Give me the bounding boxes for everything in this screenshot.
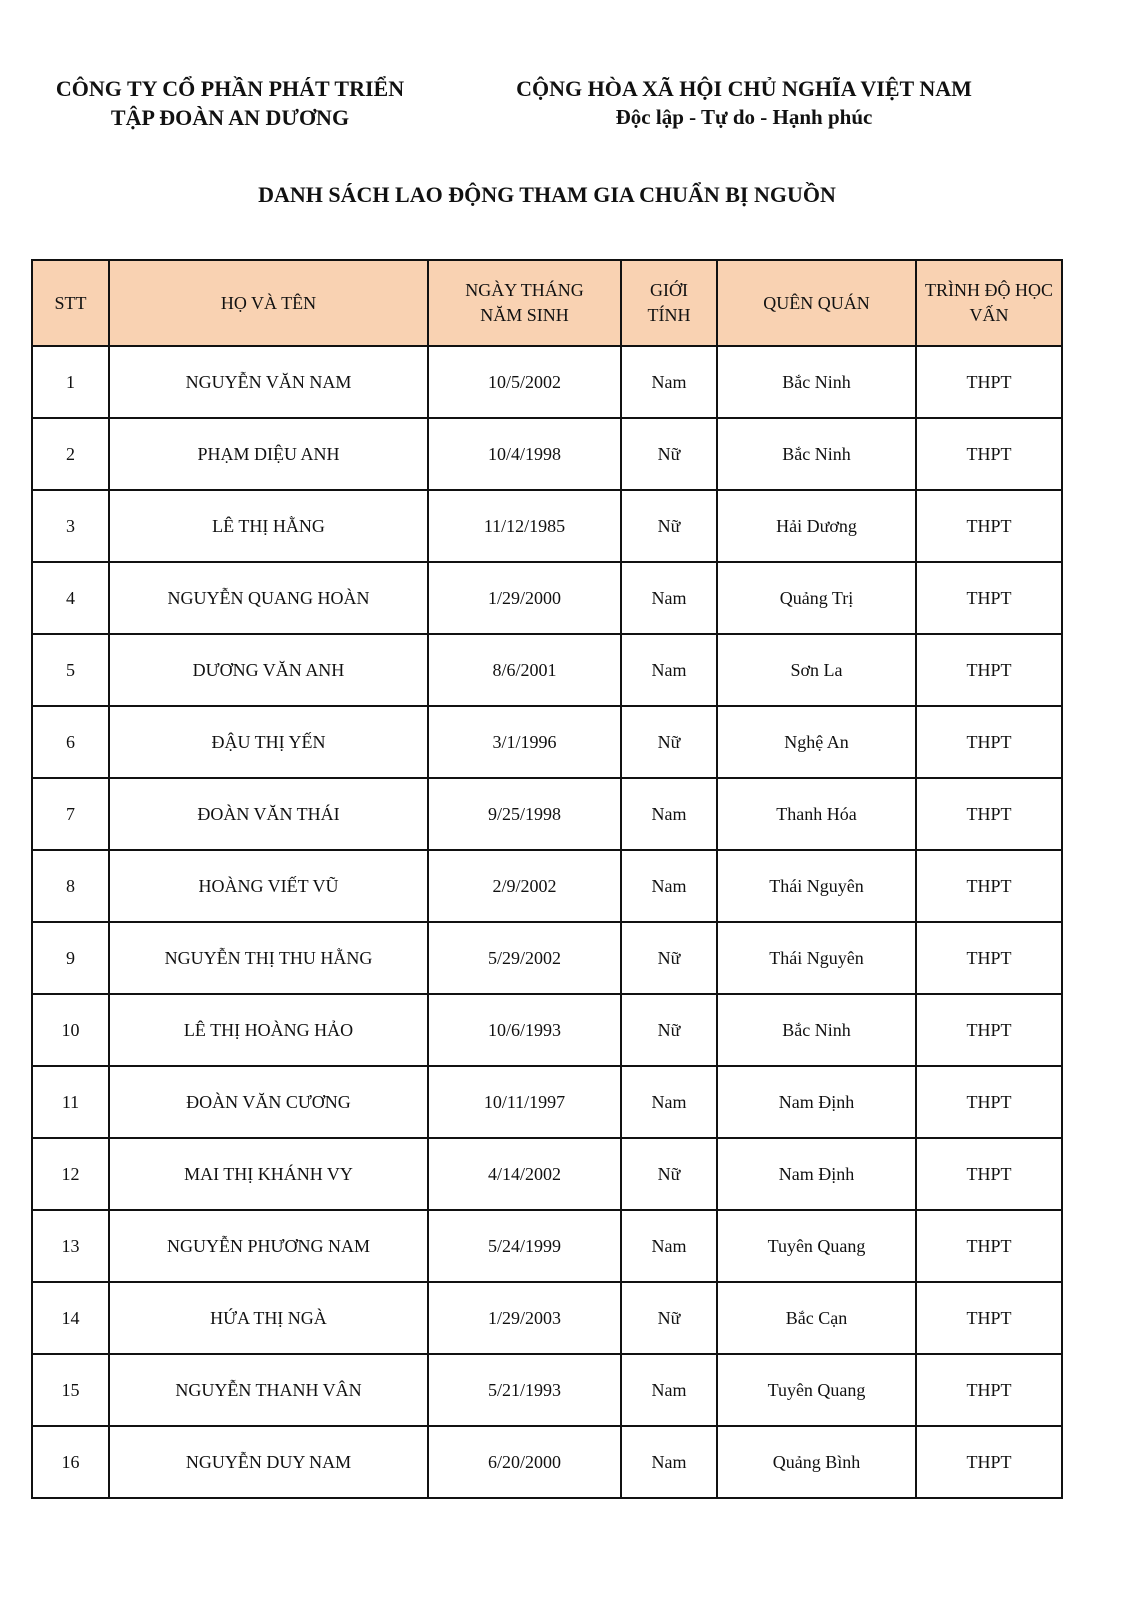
cell-name: NGUYỄN DUY NAM [109, 1426, 428, 1498]
table-row [32, 418, 1062, 490]
worker-list-table [31, 259, 1063, 1499]
cell-stt: 2 [32, 418, 109, 490]
table-row [32, 778, 1062, 850]
cell-education: THPT [916, 562, 1062, 634]
cell-hometown: Thái Nguyên [717, 850, 916, 922]
cell-hometown: Tuyên Quang [717, 1210, 916, 1282]
cell-stt: 10 [32, 994, 109, 1066]
cell-education: THPT [916, 922, 1062, 994]
cell-name: ĐẬU THỊ YẾN [109, 706, 428, 778]
cell-stt: 6 [32, 706, 109, 778]
table-row [32, 562, 1062, 634]
cell-gender: Nam [621, 1210, 717, 1282]
cell-gender: Nam [621, 778, 717, 850]
cell-dob: 9/25/1998 [428, 778, 621, 850]
cell-gender: Nam [621, 562, 717, 634]
cell-dob: 10/5/2002 [428, 346, 621, 418]
cell-gender: Nam [621, 850, 717, 922]
cell-gender: Nữ [621, 706, 717, 778]
cell-dob: 2/9/2002 [428, 850, 621, 922]
col-header-hometown: QUÊN QUÁN [717, 260, 916, 346]
cell-name: NGUYỄN THỊ THU HẰNG [109, 922, 428, 994]
cell-gender: Nữ [621, 1138, 717, 1210]
cell-stt: 12 [32, 1138, 109, 1210]
cell-name: NGUYỄN QUANG HOÀN [109, 562, 428, 634]
cell-education: THPT [916, 706, 1062, 778]
col-header-stt: STT [32, 260, 109, 346]
cell-education: THPT [916, 1066, 1062, 1138]
cell-hometown: Tuyên Quang [717, 1354, 916, 1426]
cell-stt: 3 [32, 490, 109, 562]
cell-gender: Nữ [621, 418, 717, 490]
cell-stt: 16 [32, 1426, 109, 1498]
cell-name: ĐOÀN VĂN THÁI [109, 778, 428, 850]
cell-education: THPT [916, 346, 1062, 418]
cell-dob: 1/29/2003 [428, 1282, 621, 1354]
cell-stt: 15 [32, 1354, 109, 1426]
table-body [32, 346, 1062, 1498]
cell-education: THPT [916, 1210, 1062, 1282]
col-header-dob: NGÀY THÁNG NĂM SINH [428, 260, 621, 346]
cell-dob: 10/6/1993 [428, 994, 621, 1066]
cell-stt: 8 [32, 850, 109, 922]
cell-dob: 3/1/1996 [428, 706, 621, 778]
cell-hometown: Thanh Hóa [717, 778, 916, 850]
cell-hometown: Bắc Ninh [717, 346, 916, 418]
company-header [30, 74, 430, 132]
cell-name: HOÀNG VIẾT VŨ [109, 850, 428, 922]
cell-education: THPT [916, 490, 1062, 562]
table-row [32, 1066, 1062, 1138]
cell-gender: Nam [621, 346, 717, 418]
cell-gender: Nữ [621, 490, 717, 562]
cell-education: THPT [916, 1354, 1062, 1426]
cell-education: THPT [916, 418, 1062, 490]
cell-hometown: Thái Nguyên [717, 922, 916, 994]
table-row [32, 346, 1062, 418]
cell-name: HỨA THỊ NGÀ [109, 1282, 428, 1354]
cell-dob: 11/12/1985 [428, 490, 621, 562]
cell-gender: Nữ [621, 994, 717, 1066]
cell-education: THPT [916, 850, 1062, 922]
cell-gender: Nam [621, 1354, 717, 1426]
table-header-row [32, 260, 1062, 346]
national-title: CỘNG HÒA XÃ HỘI CHỦ NGHĨA VIỆT NAM [516, 76, 972, 101]
national-motto: Độc lập - Tự do - Hạnh phúc [615, 105, 873, 129]
cell-stt: 14 [32, 1282, 109, 1354]
table-row [32, 1354, 1062, 1426]
cell-dob: 5/24/1999 [428, 1210, 621, 1282]
cell-dob: 6/20/2000 [428, 1426, 621, 1498]
cell-dob: 5/29/2002 [428, 922, 621, 994]
cell-hometown: Nam Định [717, 1138, 916, 1210]
cell-education: THPT [916, 634, 1062, 706]
table-row [32, 1282, 1062, 1354]
cell-gender: Nữ [621, 1282, 717, 1354]
cell-dob: 10/4/1998 [428, 418, 621, 490]
cell-hometown: Quảng Trị [717, 562, 916, 634]
table-row [32, 706, 1062, 778]
table-row [32, 994, 1062, 1066]
cell-gender: Nam [621, 1426, 717, 1498]
cell-name: NGUYỄN VĂN NAM [109, 346, 428, 418]
cell-dob: 8/6/2001 [428, 634, 621, 706]
cell-name: LÊ THỊ HOÀNG HẢO [109, 994, 428, 1066]
table-row [32, 1138, 1062, 1210]
cell-hometown: Bắc Ninh [717, 994, 916, 1066]
cell-stt: 13 [32, 1210, 109, 1282]
cell-hometown: Bắc Ninh [717, 418, 916, 490]
cell-hometown: Nam Định [717, 1066, 916, 1138]
col-header-name: HỌ VÀ TÊN [109, 260, 428, 346]
cell-name: NGUYỄN THANH VÂN [109, 1354, 428, 1426]
col-header-gender: GIỚI TÍNH [621, 260, 717, 346]
national-header [494, 74, 994, 132]
company-name-line1: CÔNG TY CỔ PHẦN PHÁT TRIỂN [55, 76, 405, 101]
table-row [32, 634, 1062, 706]
cell-name: DƯƠNG VĂN ANH [109, 634, 428, 706]
cell-name: PHẠM DIỆU ANH [109, 418, 428, 490]
table-row [32, 1210, 1062, 1282]
cell-education: THPT [916, 1282, 1062, 1354]
cell-hometown: Quảng Bình [717, 1426, 916, 1498]
cell-name: LÊ THỊ HẰNG [109, 490, 428, 562]
col-header-education: TRÌNH ĐỘ HỌC VẤN [916, 260, 1062, 346]
cell-education: THPT [916, 1138, 1062, 1210]
company-name-line2: TẬP ĐOÀN AN DƯƠNG [110, 105, 350, 130]
table-row [32, 1426, 1062, 1498]
cell-stt: 7 [32, 778, 109, 850]
cell-gender: Nam [621, 1066, 717, 1138]
table-row [32, 922, 1062, 994]
cell-dob: 10/11/1997 [428, 1066, 621, 1138]
cell-gender: Nam [621, 634, 717, 706]
cell-stt: 5 [32, 634, 109, 706]
document-title: DANH SÁCH LAO ĐỘNG THAM GIA CHUẨN BỊ NGUỒN [258, 182, 836, 207]
cell-name: MAI THỊ KHÁNH VY [109, 1138, 428, 1210]
cell-name: NGUYỄN PHƯƠNG NAM [109, 1210, 428, 1282]
cell-education: THPT [916, 778, 1062, 850]
cell-stt: 9 [32, 922, 109, 994]
cell-name: ĐOÀN VĂN CƯƠNG [109, 1066, 428, 1138]
cell-dob: 5/21/1993 [428, 1354, 621, 1426]
cell-education: THPT [916, 994, 1062, 1066]
cell-gender: Nữ [621, 922, 717, 994]
cell-hometown: Sơn La [717, 634, 916, 706]
cell-hometown: Hải Dương [717, 490, 916, 562]
cell-education: THPT [916, 1426, 1062, 1498]
cell-stt: 4 [32, 562, 109, 634]
cell-stt: 11 [32, 1066, 109, 1138]
cell-dob: 1/29/2000 [428, 562, 621, 634]
cell-stt: 1 [32, 346, 109, 418]
cell-dob: 4/14/2002 [428, 1138, 621, 1210]
cell-hometown: Nghệ An [717, 706, 916, 778]
table-row [32, 850, 1062, 922]
cell-hometown: Bắc Cạn [717, 1282, 916, 1354]
table-row [32, 490, 1062, 562]
